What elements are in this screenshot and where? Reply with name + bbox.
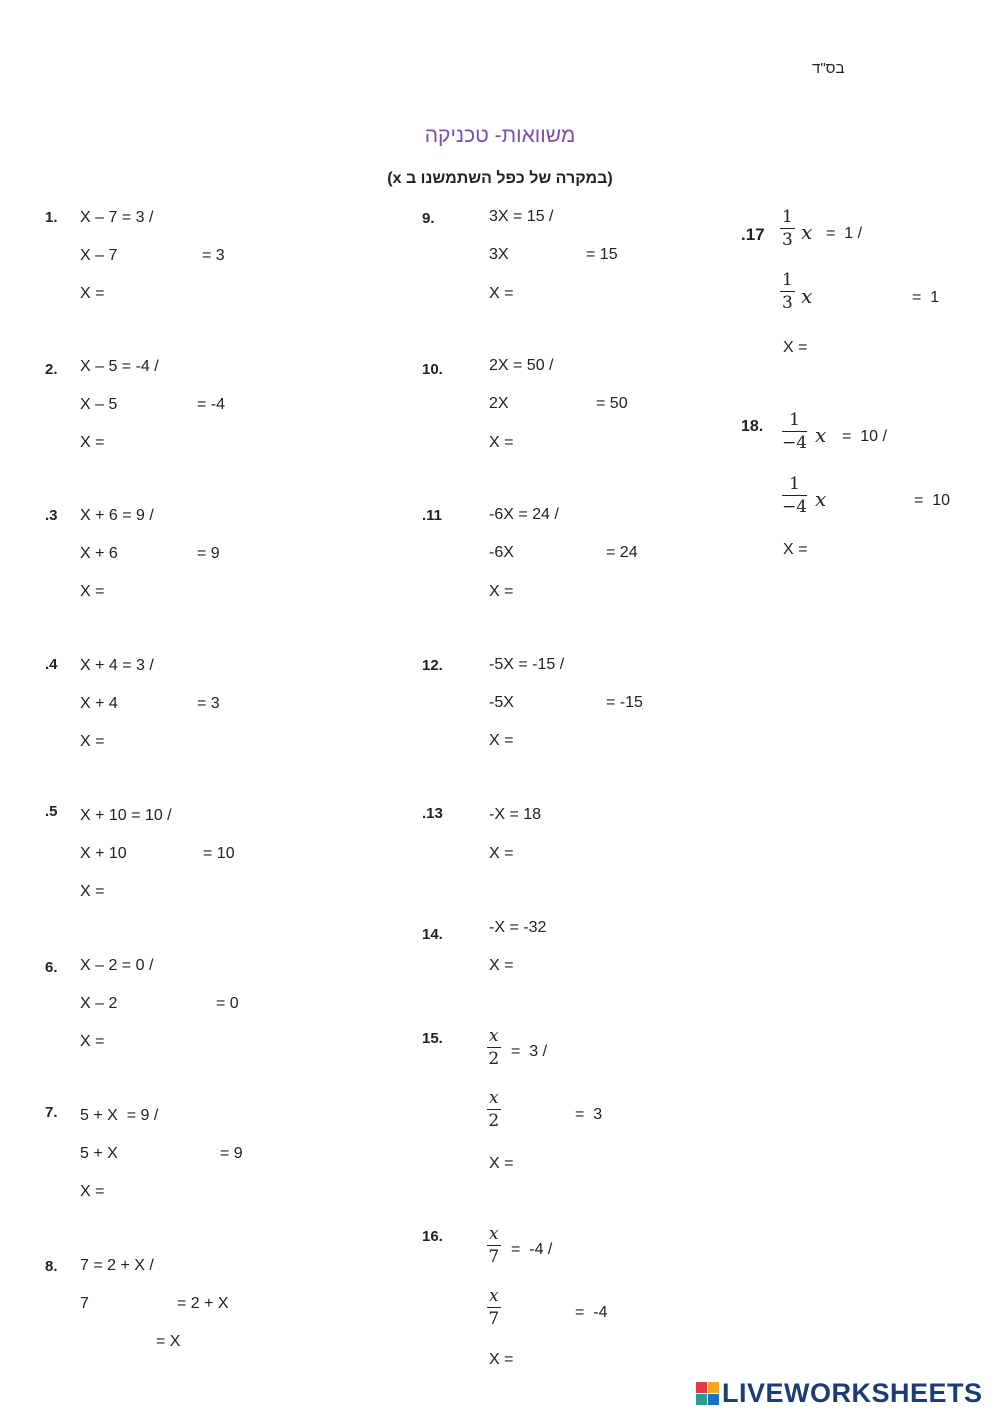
fraction-numerator: x bbox=[489, 1026, 499, 1046]
fraction-denominator: 3 bbox=[782, 293, 793, 313]
exercise-number: .17 bbox=[741, 225, 765, 244]
exercise-number: 15. bbox=[422, 1030, 443, 1047]
answer-line: X = bbox=[489, 957, 514, 974]
step-left: X + 6 bbox=[80, 545, 118, 562]
logo-square bbox=[708, 1394, 719, 1405]
answer-line: X = bbox=[80, 1183, 105, 1200]
step-left: X + 4 bbox=[80, 695, 118, 712]
fraction-denominator: 7 bbox=[488, 1247, 500, 1267]
variable-x: x bbox=[815, 423, 827, 447]
equation: 5 + X = 9 / bbox=[80, 1107, 159, 1124]
equation: 3X = 15 / bbox=[489, 208, 554, 225]
fraction bbox=[782, 474, 807, 517]
bsd-header: בס"ד bbox=[812, 60, 845, 77]
fraction-denominator: −4 bbox=[782, 433, 808, 453]
exercise-number: 8. bbox=[45, 1258, 58, 1275]
step-right: = 50 bbox=[596, 395, 628, 412]
exercise-number: 2. bbox=[45, 361, 58, 378]
answer-line: X = bbox=[80, 733, 105, 750]
answer-line: X = bbox=[80, 883, 105, 900]
step-right: = 9 bbox=[197, 545, 220, 562]
exercise-number: .13 bbox=[422, 805, 443, 822]
page-title: משוואות- טכניקה bbox=[424, 124, 576, 147]
fraction-bar bbox=[487, 1047, 501, 1048]
fraction-denominator: 2 bbox=[488, 1111, 500, 1131]
logo-square bbox=[696, 1382, 707, 1393]
fraction-bar bbox=[782, 495, 807, 496]
answer-line: X = bbox=[489, 434, 514, 451]
fraction-numerator: 1 bbox=[782, 207, 793, 227]
answer-line: = X bbox=[156, 1333, 181, 1350]
step-left: X – 2 bbox=[80, 995, 118, 1012]
fraction-bar bbox=[780, 291, 795, 292]
fraction-numerator: 1 bbox=[789, 474, 800, 494]
step-right: = 3 bbox=[197, 695, 220, 712]
liveworksheets-logo[interactable] bbox=[696, 1378, 983, 1409]
logo-square bbox=[708, 1382, 719, 1393]
fraction-bar bbox=[782, 431, 807, 432]
answer-line: X = bbox=[489, 583, 514, 600]
answer-line: X = bbox=[489, 845, 514, 862]
brand-name: LIVEWORKSHEETS bbox=[722, 1378, 983, 1408]
exercise-number: 9. bbox=[422, 210, 435, 227]
fraction-numerator: 1 bbox=[782, 270, 793, 290]
answer-line: X = bbox=[783, 541, 808, 558]
step-right: = 3 bbox=[575, 1106, 603, 1123]
equation: = 10 / bbox=[842, 428, 887, 445]
step-left: 5 + X bbox=[80, 1145, 118, 1162]
equation: -X = 18 bbox=[489, 806, 542, 823]
equation: 7 = 2 + X / bbox=[80, 1257, 154, 1274]
liveworksheets-icon bbox=[696, 1382, 720, 1406]
fraction-numerator: 1 bbox=[789, 410, 800, 430]
equation: -5X = -15 / bbox=[489, 656, 565, 673]
logo-square bbox=[696, 1394, 707, 1405]
answer-line: X = bbox=[489, 1155, 514, 1172]
fraction-bar bbox=[487, 1109, 501, 1110]
exercise-number: 14. bbox=[422, 926, 443, 943]
step-right: = 15 bbox=[586, 246, 618, 263]
step-left: 2X bbox=[489, 395, 509, 412]
fraction-denominator: 7 bbox=[488, 1309, 500, 1329]
equation: X – 7 = 3 / bbox=[80, 209, 154, 226]
step-right: = -4 bbox=[575, 1304, 608, 1321]
page-subtitle: (במקרה של כפל השתמשנו ב x) bbox=[387, 170, 613, 187]
step-left: X – 5 bbox=[80, 396, 118, 413]
step-left: X + 10 bbox=[80, 845, 127, 862]
answer-line: X = bbox=[489, 732, 514, 749]
equation: -X = -32 bbox=[489, 919, 547, 936]
step-right: = 10 bbox=[914, 492, 951, 509]
equation: 2X = 50 / bbox=[489, 357, 554, 374]
equation: X + 4 = 3 / bbox=[80, 657, 154, 674]
step-left: -5X bbox=[489, 694, 514, 711]
fraction bbox=[487, 1026, 501, 1069]
fraction bbox=[487, 1088, 501, 1131]
variable-x: x bbox=[801, 220, 813, 244]
fraction bbox=[487, 1286, 501, 1329]
step-right: = -15 bbox=[606, 694, 643, 711]
exercise-number: 10. bbox=[422, 361, 443, 378]
answer-line: X = bbox=[80, 434, 105, 451]
step-left: X – 7 bbox=[80, 247, 118, 264]
answer-line: X = bbox=[489, 285, 514, 302]
variable-x: x bbox=[801, 284, 813, 308]
equation: -6X = 24 / bbox=[489, 506, 559, 523]
fraction-denominator: −4 bbox=[782, 497, 808, 517]
answer-line: X = bbox=[489, 1351, 514, 1368]
step-left: -6X bbox=[489, 544, 514, 561]
step-left: 3X bbox=[489, 246, 509, 263]
fraction bbox=[487, 1224, 501, 1267]
fraction bbox=[780, 270, 795, 313]
exercise-number: .3 bbox=[45, 507, 58, 524]
exercise-number: .5 bbox=[45, 803, 58, 820]
answer-line: X = bbox=[80, 1033, 105, 1050]
fraction-numerator: x bbox=[489, 1224, 499, 1244]
exercise-number: 12. bbox=[422, 657, 443, 674]
step-right: = 10 bbox=[203, 845, 235, 862]
fraction-bar bbox=[487, 1245, 501, 1246]
equation: X – 5 = -4 / bbox=[80, 358, 159, 375]
equation: = 3 / bbox=[511, 1043, 548, 1060]
exercise-number: 18. bbox=[741, 418, 764, 435]
step-left: 7 bbox=[80, 1295, 89, 1312]
equation: X – 2 = 0 / bbox=[80, 957, 154, 974]
exercise-number: .4 bbox=[45, 656, 58, 673]
fraction-denominator: 2 bbox=[488, 1049, 500, 1069]
fraction-denominator: 3 bbox=[782, 230, 793, 250]
answer-line: X = bbox=[80, 583, 105, 600]
exercise-number: .11 bbox=[422, 507, 443, 524]
exercise-number: 16. bbox=[422, 1228, 443, 1245]
step-right: = -4 bbox=[197, 396, 226, 413]
step-right: = 1 bbox=[912, 289, 940, 306]
step-right: = 9 bbox=[220, 1145, 243, 1162]
exercise-number: 6. bbox=[45, 959, 58, 976]
step-right: = 2 + X bbox=[177, 1295, 229, 1312]
step-right: = 3 bbox=[202, 247, 225, 264]
equation: = 1 / bbox=[826, 225, 863, 242]
step-right: = 0 bbox=[216, 995, 239, 1012]
equation: X + 10 = 10 / bbox=[80, 807, 172, 824]
fraction-bar bbox=[780, 228, 795, 229]
equation: X + 6 = 9 / bbox=[80, 507, 154, 524]
answer-line: X = bbox=[80, 285, 105, 302]
exercise-number: 7. bbox=[45, 1104, 58, 1121]
answer-line: X = bbox=[783, 339, 808, 356]
exercise-number: 1. bbox=[45, 209, 58, 226]
equation: = -4 / bbox=[511, 1241, 553, 1258]
fraction bbox=[782, 410, 807, 453]
fraction-numerator: x bbox=[489, 1088, 499, 1108]
fraction-numerator: x bbox=[489, 1286, 499, 1306]
fraction-bar bbox=[487, 1307, 501, 1308]
variable-x: x bbox=[815, 487, 827, 511]
step-right: = 24 bbox=[606, 544, 638, 561]
fraction bbox=[780, 207, 795, 250]
